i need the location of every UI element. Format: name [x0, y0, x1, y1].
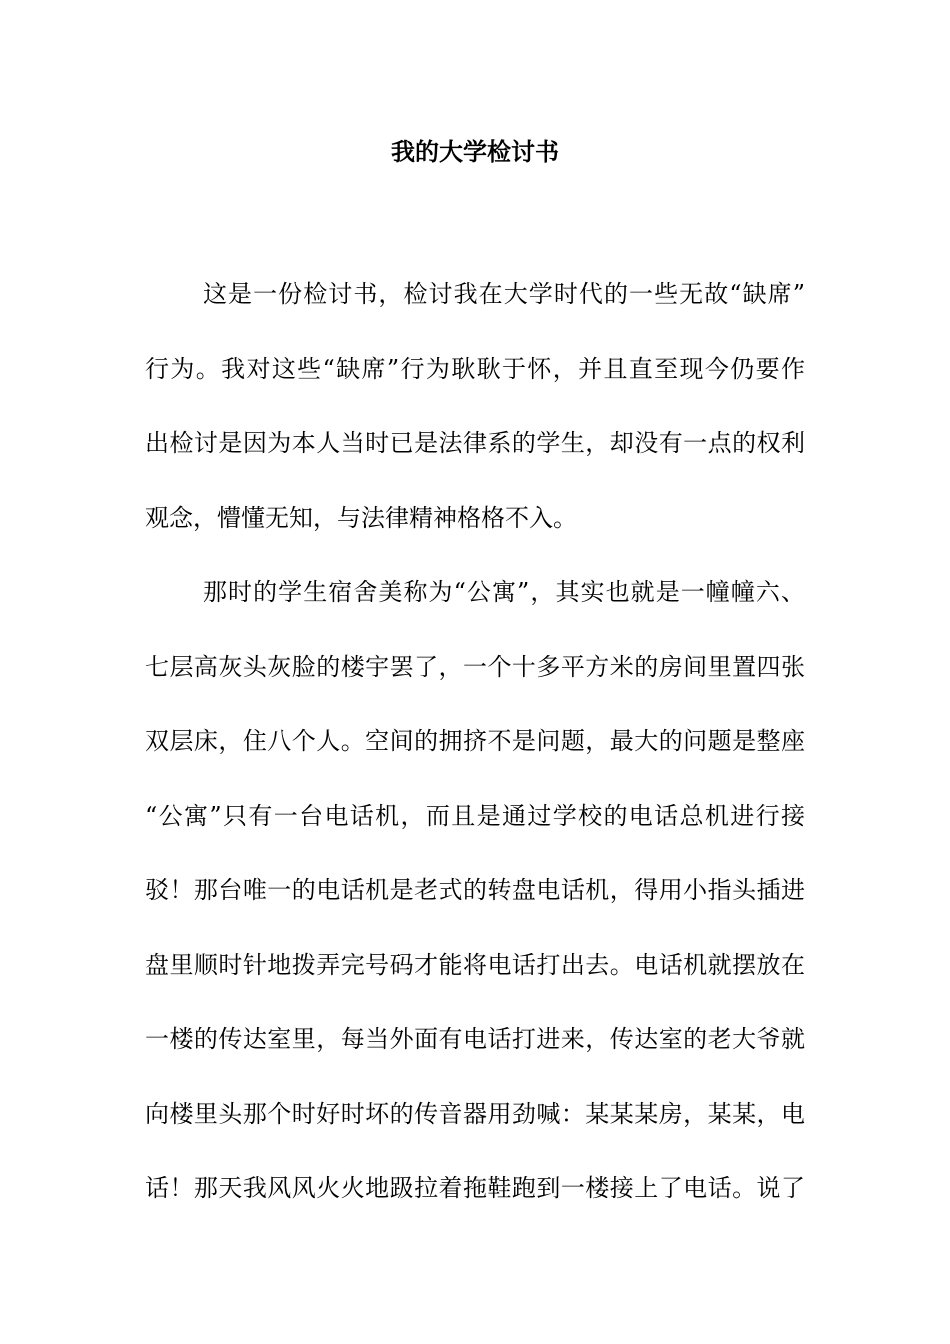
paragraph-line: 一楼的传达室里，每当外面有电话打进来，传达室的老大爷就	[145, 1025, 805, 1053]
paragraph-line: 行为。我对这些“缺席”行为耿耿于怀，并且直至现今仍要作	[145, 354, 805, 383]
paragraph-line: 盘里顺时针地拨弄完号码才能将电话打出去。电话机就摆放在	[145, 950, 805, 979]
paragraph-line: 话！那天我风风火火地趿拉着拖鞋跑到一楼接上了电话。说了	[145, 1174, 805, 1202]
paragraph-2	[145, 555, 805, 1226]
paragraph-1	[145, 257, 805, 555]
paragraph-line: 七层高灰头灰脸的楼宇罢了，一个十多平方米的房间里置四张	[145, 652, 805, 681]
paragraph-line: “公寓”只有一台电话机，而且是通过学校的电话总机进行接	[145, 801, 805, 830]
document-title: 我的大学检讨书	[391, 137, 559, 166]
paragraph-line: 这是一份检讨书，检讨我在大学时代的一些无故“缺席”	[203, 280, 805, 308]
paragraph-line: 向楼里头那个时好时坏的传音器用劲喊：某某某房，某某，电	[145, 1099, 805, 1128]
paragraph-line: 出检讨是因为本人当时已是法律系的学生，却没有一点的权利	[145, 429, 805, 457]
paragraph-line: 那时的学生宿舍美称为“公寓”，其实也就是一幢幢六、	[203, 578, 805, 606]
paragraph-line: 观念，懵懂无知，与法律精神格格不入。	[145, 503, 577, 532]
document-body	[145, 257, 805, 1226]
paragraph-line: 双层床，住八个人。空间的拥挤不是问题，最大的问题是整座	[145, 727, 805, 755]
paragraph-line: 驳！那台唯一的电话机是老式的转盘电话机，得用小指头插进	[145, 876, 805, 904]
